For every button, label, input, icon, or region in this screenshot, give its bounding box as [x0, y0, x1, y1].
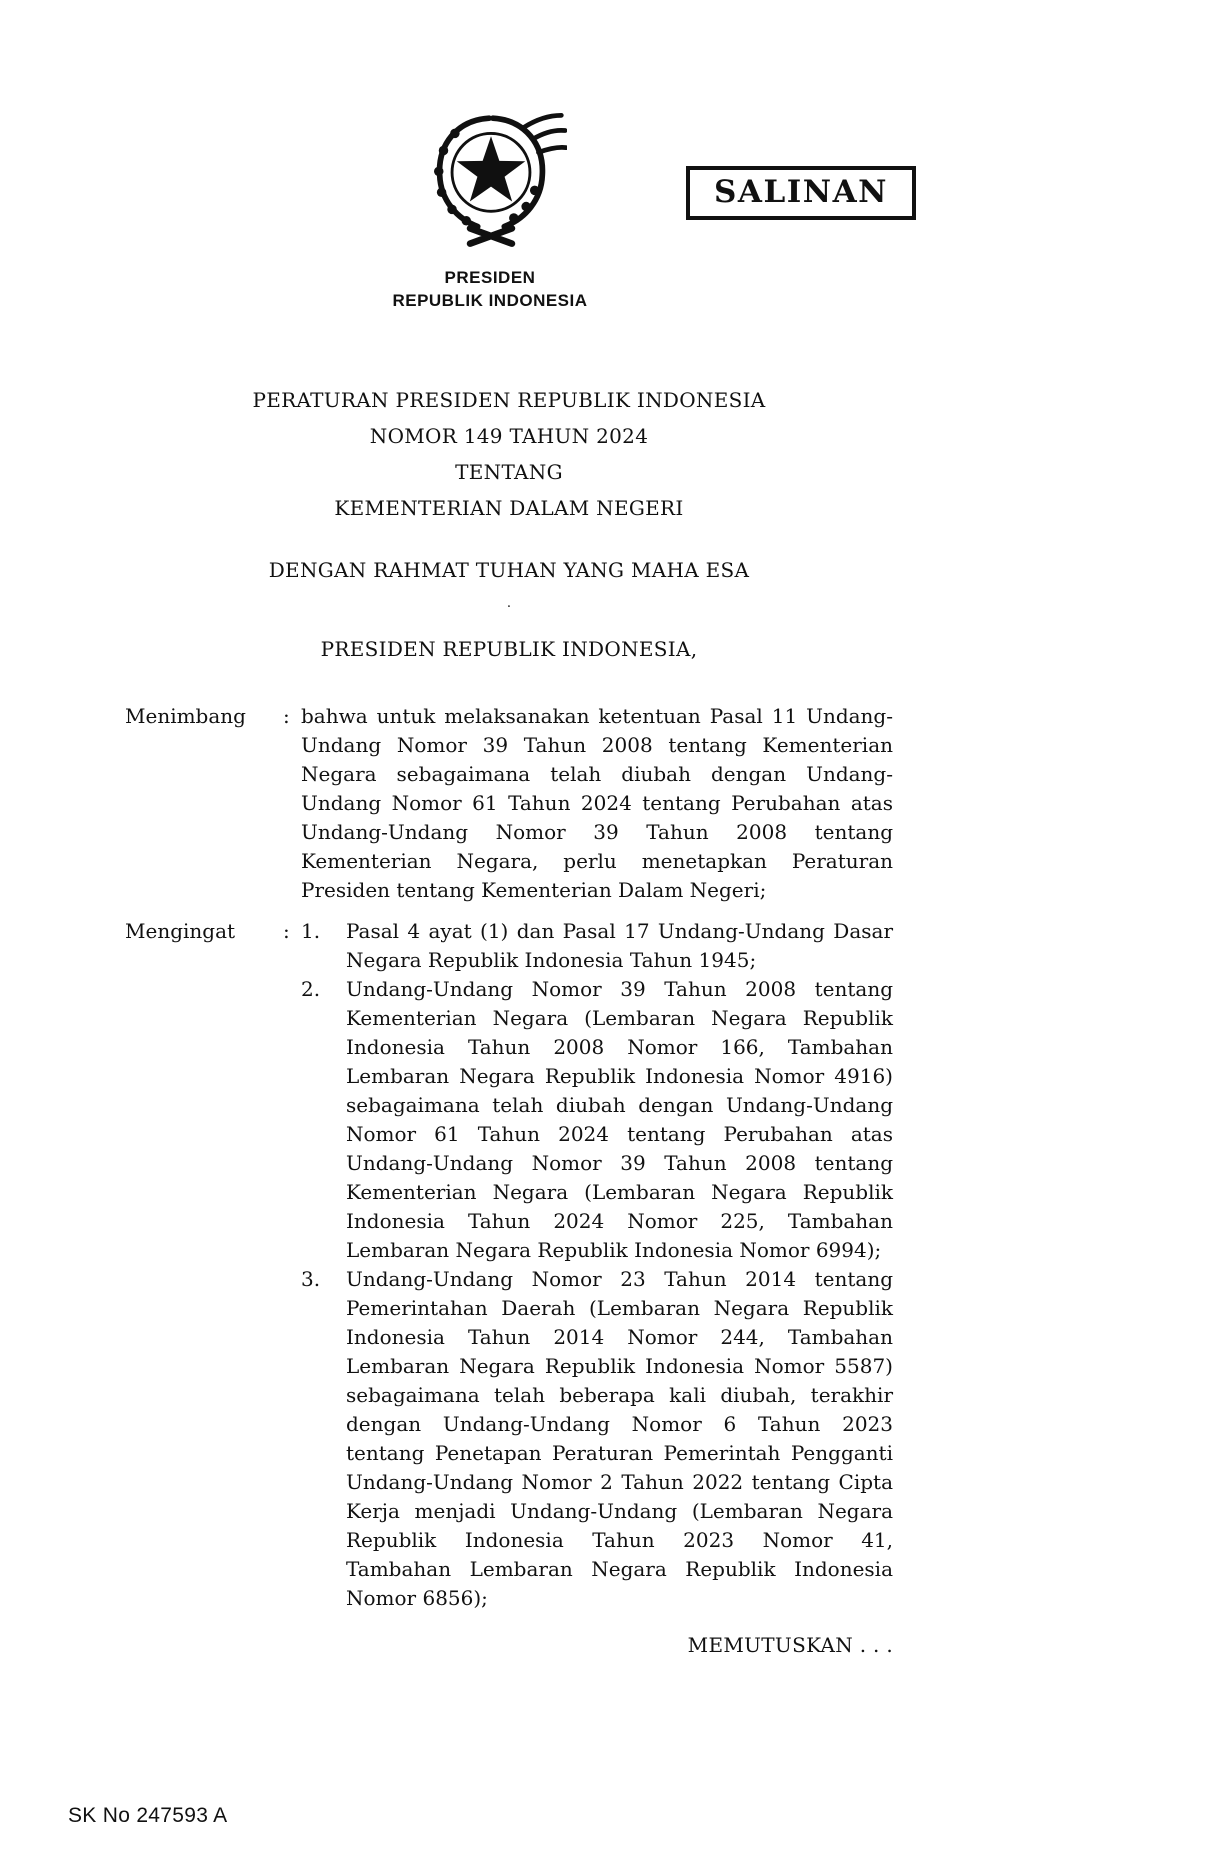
- dot-artifact: .: [506, 596, 512, 611]
- menimbang-label: Menimbang: [125, 704, 246, 728]
- menimbang-text: bahwa untuk melaksanakan ketentuan Pasal 11 Undang-Undang Nomor 39 Tahun 2008 tentang Kementerian Negara sebagaimana telah diubah dengan Undang-Undang Nomor 61 Tahun 2024 tentang Perubahan atas Undang-Undang Nomor 39 Tahun 2008 tentang Kementerian Negara, perlu menetapkan Peraturan Presiden tentang Kementerian Dalam Negeri;: [301, 704, 893, 902]
- item-text: Undang-Undang Nomor 39 Tahun 2008 tentang Kementerian Negara (Lembaran Negara Republik Indonesia Tahun 2008 Nomor 166, Tambahan Lembaran Negara Republik Indonesia Nomor 4916) sebagaimana telah diubah dengan Undang-Undang Nomor 61 Tahun 2024 tentang Perubahan atas Undang-Undang Nomor 39 Tahun 2008 tentang Kementerian Negara (Lembaran Negara Republik Indonesia Tahun 2024 Nomor 225, Tambahan Lembaran Negara Republik Indonesia Nomor 6994);: [346, 977, 893, 1262]
- list-item: [301, 975, 893, 1265]
- item-text: Undang-Undang Nomor 23 Tahun 2014 tentang Pemerintahan Daerah (Lembaran Negara Republik Indonesia Tahun 2014 Nomor 244, Tambahan Lembaran Negara Republik Indonesia Nomor 5587) sebagaimana telah beberapa kali diubah, terakhir dengan Undang-Undang Nomor 6 Tahun 2023 tentang Penetapan Peraturan Pemerintah Pengganti Undang-Undang Nomor 2 Tahun 2022 tentang Cipta Kerja menjadi Undang-Undang (Lembaran Negara Republik Indonesia Tahun 2023 Nomor 41, Tambahan Lembaran Negara Republik Indonesia Nomor 6856);: [346, 1267, 893, 1610]
- mengingat-label: Mengingat: [125, 919, 236, 943]
- mengingat-section: [125, 917, 893, 1613]
- item-number: 3.: [301, 1267, 321, 1291]
- salinan-stamp: [686, 166, 916, 220]
- regulation-title-line-1: PERATURAN PRESIDEN REPUBLIK INDONESIA: [252, 388, 766, 412]
- list-item: [301, 917, 893, 975]
- menimbang-section: [125, 702, 893, 905]
- item-number: 2.: [301, 977, 321, 1001]
- grace-line: DENGAN RAHMAT TUHAN YANG MAHA ESA: [268, 558, 750, 582]
- sk-number: SK No 247593 A: [68, 1804, 228, 1827]
- regulation-title-line-2: NOMOR 149 TAHUN 2024: [369, 424, 649, 448]
- document-body: [125, 382, 893, 1660]
- regulation-title-line-4: KEMENTERIAN DALAM NEGERI: [334, 496, 684, 520]
- menimbang-colon: :: [283, 704, 290, 728]
- item-number: 1.: [301, 919, 321, 943]
- salinan-label: SALINAN: [714, 174, 888, 210]
- president-line: PRESIDEN REPUBLIK INDONESIA,: [320, 637, 698, 661]
- institution-line-presiden: PRESIDEN: [444, 268, 536, 287]
- list-item: [301, 1265, 893, 1613]
- institution-line-republik: REPUBLIK INDONESIA: [392, 291, 588, 310]
- institution-heading: [340, 266, 640, 312]
- memutuskan-line: MEMUTUSKAN . . .: [687, 1633, 893, 1657]
- regulation-title-line-3: TENTANG: [455, 460, 563, 484]
- garuda-emblem-icon: [415, 100, 567, 258]
- mengingat-list: [301, 917, 893, 1613]
- regulation-title-block: [125, 382, 893, 526]
- item-text: Pasal 4 ayat (1) dan Pasal 17 Undang-Undang Dasar Negara Republik Indonesia Tahun 1945;: [346, 919, 893, 972]
- mengingat-colon: :: [283, 919, 290, 943]
